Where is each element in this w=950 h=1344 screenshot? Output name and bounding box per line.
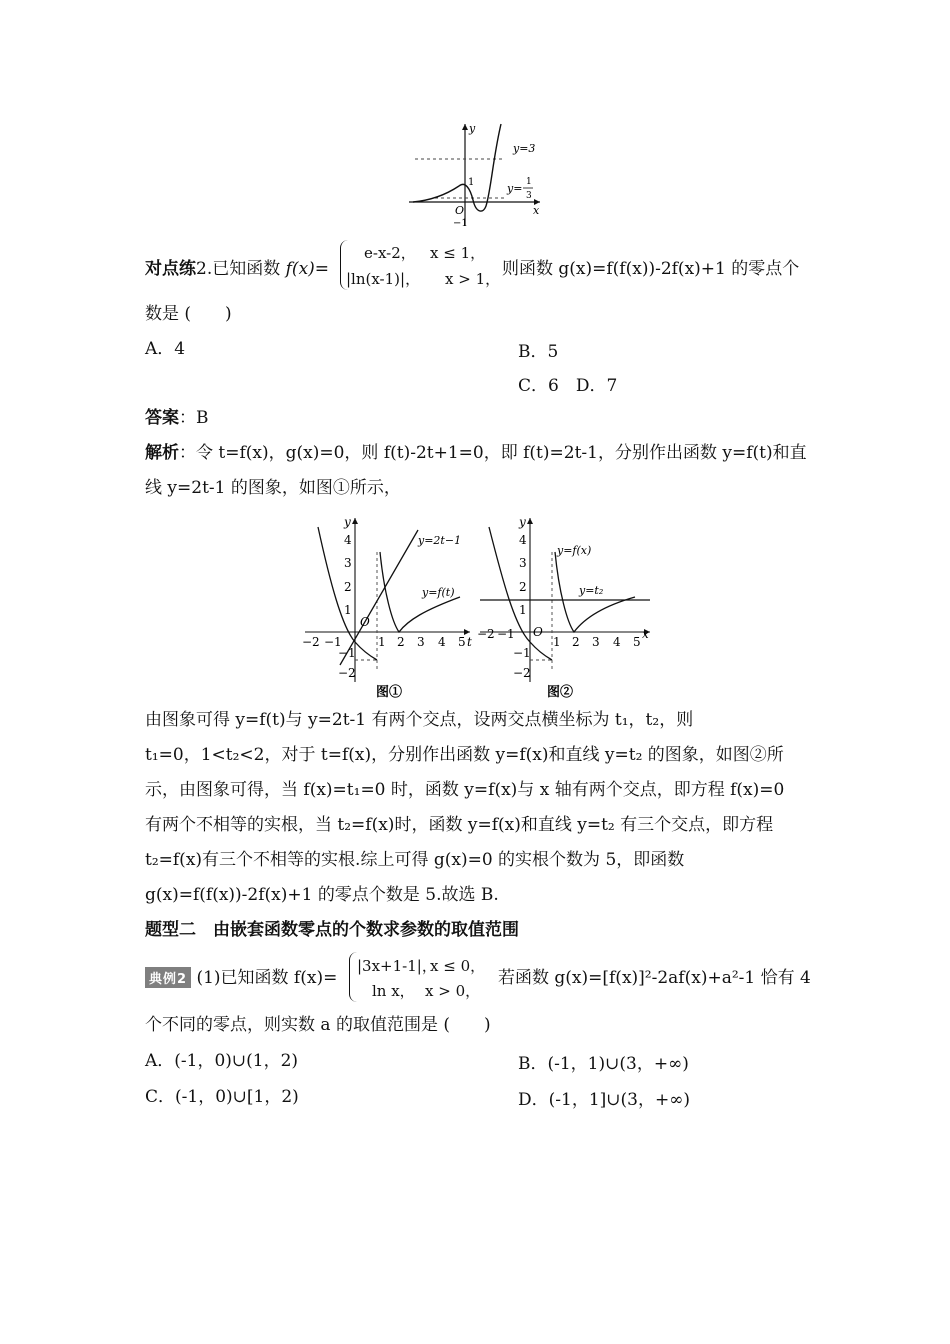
- fig2-xtick-2: 2: [572, 635, 580, 649]
- fig2-ytick-neg1: −1: [513, 646, 531, 660]
- analysis-cont-4: 有两个不相等的实根，当 t₂=f(x)时，函数 y=f(x)和直线 y=t₂ 有三个交点，即方程: [145, 815, 774, 835]
- analysis-cont-1: 由图象可得 y=f(t)与 y=2t-1 有两个交点，设两交点横坐标为 t₁，t₂，则: [145, 710, 694, 730]
- fig1-ytick-2: 2: [344, 580, 352, 594]
- third-den: 3: [526, 191, 532, 201]
- figure-2: [475, 512, 655, 702]
- ex2-case1-expr: |3x+1-1|，: [357, 957, 437, 975]
- q2-option-cd: C．6 D．7: [518, 376, 618, 396]
- fig2-ytick-3: 3: [519, 556, 527, 570]
- fig2-caption: 图②: [547, 685, 574, 700]
- fig1-xtick-3: 3: [417, 635, 425, 649]
- fig2-ytick-2: 2: [519, 580, 527, 594]
- q2-option-b: B．5: [518, 342, 559, 362]
- answer-label: 答案: [145, 408, 179, 428]
- ex2-option-b: B．(-1，1)∪(3，+∞): [518, 1054, 689, 1074]
- fig1-ytick-3: 3: [344, 556, 352, 570]
- fig1-label-line: y=2t−1: [418, 534, 462, 547]
- analysis-cont-6: g(x)=f(f(x))-2f(x)+1 的零点个数是 5.故选 B.: [145, 885, 499, 905]
- curve: [413, 124, 501, 211]
- label-y-third: y=: [507, 182, 523, 195]
- fig1-ytick-4: 4: [344, 533, 352, 547]
- q2-stem-b: 则函数 g(x)=f(f(x))-2f(x)+1 的零点个: [502, 259, 800, 279]
- third-num: 1: [526, 177, 532, 187]
- x-label: x: [533, 204, 540, 217]
- ex2-option-a: A．(-1，0)∪(1，2): [145, 1051, 299, 1071]
- fig1-label-curve: y=f(t): [422, 586, 455, 599]
- tick-1: 1: [468, 177, 475, 188]
- fig2-label-curve: y=f(x): [557, 544, 592, 557]
- analysis-label: 解析: [145, 443, 179, 463]
- q2-prefix: 对点练: [145, 259, 196, 279]
- ex2-case1-cond: x ≤ 0，: [430, 957, 486, 975]
- q2-answer: [145, 406, 209, 430]
- q2-case1-cond: x ≤ 1，: [430, 244, 486, 262]
- ex2-case2-cond: x > 0，: [425, 982, 481, 1000]
- fig2-ytick-4: 4: [519, 533, 527, 547]
- figure-1: [300, 512, 475, 702]
- section-title: 题型二 由嵌套函数零点的个数求参数的取值范围: [145, 920, 519, 940]
- fig2-origin: O: [533, 625, 543, 639]
- fig1-origin: O: [360, 615, 370, 629]
- fig2-xtick-neg1: −1: [497, 627, 515, 641]
- fig1-ytick-neg1: −1: [338, 646, 356, 660]
- fig2-xtick-3: 3: [592, 635, 600, 649]
- label-y3: y=3: [513, 142, 536, 155]
- fig1-xtick-1: 1: [378, 635, 386, 649]
- analysis-cont-3: 示，由图象可得，当 f(x)=t₁=0 时，函数 y=f(x)与 x 轴有两个交点，即方程 f(x)=0: [145, 780, 785, 800]
- fig1-ytick-neg2: −2: [338, 666, 356, 680]
- ex2-stem-b: 若函数 g(x)=[f(x)]²-2af(x)+a²-1 恰有 4: [498, 968, 811, 988]
- fig1-xtick-4: 4: [438, 635, 446, 649]
- fig2-xtick-4: 4: [613, 635, 621, 649]
- analysis-line-2: 线 y=2t-1 的图象，如图①所示，: [145, 478, 401, 498]
- fig2-ytick-1: 1: [519, 603, 527, 617]
- origin-label: O: [455, 204, 465, 217]
- ex2-option-c: C．(-1，0)∪[1，2): [145, 1087, 299, 1107]
- analysis-cont-2: t₁=0，1<t₂<2，对于 t=f(x)，分别作出函数 y=f(x)和直线 y=t₂ 的图象，如图②所: [145, 745, 784, 765]
- fig2-label-line: y=t₂: [579, 584, 604, 597]
- fig2-xtick-5: 5: [633, 635, 641, 649]
- ex2-tag: 典例2: [145, 967, 191, 988]
- fig2-ytick-neg2: −2: [513, 666, 531, 680]
- answer-value: ：B: [179, 408, 209, 428]
- tick-neg1: −1: [453, 218, 468, 229]
- fig1-xtick-2: 2: [397, 635, 405, 649]
- q2-stem-a: 2.已知函数: [196, 259, 281, 279]
- analysis-cont-5: t₂=f(x)有三个不相等的实根.综上可得 g(x)=0 的实根个数为 5，即函数: [145, 850, 685, 870]
- q2-case1-expr: e-x-2，: [364, 244, 416, 262]
- fig1-xtick-neg1: −1: [324, 635, 342, 649]
- fig1-axis-y: y: [344, 515, 351, 529]
- q2-option-a: A．4: [145, 339, 186, 359]
- analysis-line-1: [145, 441, 807, 465]
- fig2-xtick-neg2: −2: [477, 627, 495, 641]
- fig1-xtick-5: 5: [458, 635, 466, 649]
- ex2-stem-c: 个不同的零点，则实数 a 的取值范围是 ( ): [145, 1015, 491, 1035]
- analysis-text-1: ：令 t=f(x)，g(x)=0，则 f(t)-2t+1=0，即 f(t)=2t-1，分别作出函数 y=f(t)和直: [179, 443, 807, 463]
- y-label: y: [469, 122, 476, 135]
- fig1-axis-t: t: [467, 635, 472, 649]
- fig1-caption: 图①: [376, 685, 403, 700]
- q2-case2-expr: |ln(x-1)|，: [346, 270, 421, 288]
- fig1-xtick-neg2: −2: [302, 635, 320, 649]
- ex2-stem-a: (1)已知函数 f(x)=: [196, 968, 338, 988]
- fig1-ytick-1: 1: [344, 603, 352, 617]
- q2-stem-c: 数是 ( ): [145, 304, 232, 324]
- ex2-option-d: D．(-1，1]∪(3，+∞): [518, 1090, 691, 1110]
- fig2-xtick-1: 1: [553, 635, 561, 649]
- fig2-axis-y: y: [519, 515, 526, 529]
- fig2-axis-x: x: [642, 627, 649, 641]
- q2-stem-line: [145, 254, 329, 279]
- ex2-stem-line: [145, 963, 337, 988]
- top-graph: [405, 118, 555, 230]
- ex2-case2-expr: ln x，: [372, 982, 415, 1000]
- q2-case2-cond: x > 1，: [445, 270, 501, 288]
- q2-fdef: f(x)=: [285, 259, 330, 279]
